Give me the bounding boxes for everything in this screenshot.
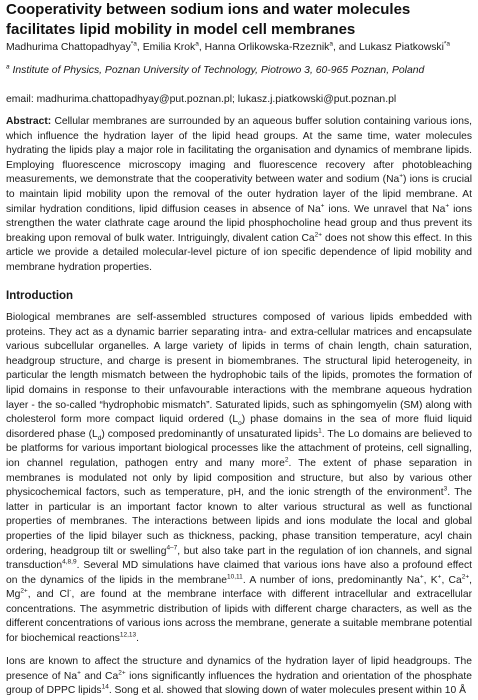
body-text: ) composed predominantly of unsaturated lipids xyxy=(101,428,319,440)
citation-ref[interactable]: 3 xyxy=(443,485,448,493)
body-text: . The latter in particular is an important factor known to alter various structural as well as functional properties of membranes. The interactions between lipids and ions modulate the local and global properties of the lipid bilayer such as thickness, packing, phase transition temperature, acyl chain ordering, headgroup tilt or swelling xyxy=(6,487,472,557)
body-text: , and Cl xyxy=(27,589,70,601)
body-text: . Several MD simulations have claimed that various ions have also a profound effect on the dynamics of the lipids in the membrane xyxy=(6,560,472,586)
phase-subscript: o xyxy=(238,420,242,428)
contact-email: email: madhurima.chattopadhyay@put.poznan.pl; lukasz.j.piatkowski@put.poznan.pl xyxy=(6,94,397,105)
charge-superscript: + xyxy=(419,573,424,581)
affiliation xyxy=(6,64,474,78)
body-text: , but also take part in the regulation of ion channels, and signal transduction xyxy=(6,545,472,572)
body-text: Ions are known to affect the structure and dynamics of the hydration layer of lipid headgroups. The presence of Na xyxy=(6,656,472,682)
author-mark: a xyxy=(329,40,334,48)
charge-superscript: + xyxy=(445,202,450,210)
body-text: ) phase domains in the sea of more fluid liquid disordered phase (L xyxy=(6,414,472,440)
author-mark: a xyxy=(195,40,199,48)
author-name: , Emilia Krok xyxy=(136,42,196,53)
body-text: , Ca xyxy=(441,574,462,586)
abstract-text: Cellular membranes are surrounded by an aqueous buffer solution containing various ions, which influence the hydration layer of the lipid head groups. At the same time, water molecules hydrating the lipids play a major role in facilitating the organisation and dynamics of membrane lipids. Employing fluorescence microscopy imaging and fluorescence recovery after photobleaching measurements, we demonstrate that the cooperativity between water and sodium (Na xyxy=(6,116,472,186)
paper-title: Cooperativity between sodium ions and water molecules facilitates lipid mobility in model cell membranes xyxy=(6,1,411,38)
body-text: . A number of ions, predominantly Na xyxy=(242,574,420,586)
charge-superscript: + xyxy=(320,202,325,210)
body-text: ions significantly influences the hydration and orientation of the phosphate group of DPPC lipids xyxy=(6,670,472,697)
affiliation-text: Institute of Physics, Poznan University of Technology, Piotrowo 3, 60-965 Poznan, Poland xyxy=(9,65,425,76)
abstract-text: ions. We unravel that Na xyxy=(324,203,446,215)
citation-ref[interactable]: 10,11 xyxy=(227,573,243,581)
author-name: , and Lukasz Piatkowski xyxy=(333,42,444,53)
abstract-text: ) ions is crucial to maintain lipid mobility upon the removal of the outer hydration layer of the lipid membrane. At similar hydration conditions, lipid diffusion ceases in absence of Na xyxy=(6,174,472,215)
charge-superscript: 2+ xyxy=(314,231,323,239)
body-text: . The Lo domains are believed to be platforms for various important biological processes like the attachment of proteins, cell signalling, ion channel regulation, pathogen entry and many more xyxy=(6,428,472,469)
body-text: . The extent of phase separation in membranes is modulated not only by lipid composition and structure, but also by various other physicochemical factors, such as temperature, pH, and the ionic strength of the environment xyxy=(6,457,472,499)
author-name: Madhurima Chattopadhyay xyxy=(6,42,131,53)
affiliation-mark: a xyxy=(6,63,10,71)
author-name: , Hanna Orlikowska-Rzeznik xyxy=(198,42,330,53)
abstract-text: ions strengthen the water clathrate cage around the lipid phosphocholine head group and thus prevent its breaking upon removal of bulk water. Intriguingly, divalent cation Ca xyxy=(6,203,472,244)
body-text: . xyxy=(136,633,140,645)
citation-ref[interactable]: 4,8,9 xyxy=(62,558,77,566)
body-text: , Mg xyxy=(6,574,472,601)
body-text: , are found at the membrane interface with different intracellular and extracellular concentrations. The asymmetric distribution of lipids with different charge characters, as well as the different concentrations of various ions across the membrane, generate a suitable membrane potential for biochemical reactions xyxy=(6,589,472,645)
author-mark: *a xyxy=(443,40,451,48)
abstract-text: does not show this effect. In this article we provide a detailed molecular-level picture of ion specific dependence of lipid mobility and membrane hydration properties. xyxy=(6,232,473,273)
charge-superscript: - xyxy=(69,587,72,595)
introduction-paragraph xyxy=(6,655,472,699)
section-heading-introduction: Introduction xyxy=(6,290,74,302)
citation-ref[interactable]: 1 xyxy=(318,427,322,435)
charge-superscript: + xyxy=(437,573,442,581)
body-text: Biological membranes are self-assembled structures composed of various lipids embedded with proteins. They act as a dynamic barrier separating intra- and extra-cellular matrices and encapsulate various subcellular organelles. A large variety of lipids in terms of chain length, chain saturation, headgroup structure, and charge is present in biomembranes. The structural lipid heterogeneity, in particular the length mismatch between the hydrophobic tails of the lipids, promotes the formation of lipid domains in response to their unfavourable interactions with the membrane aqueous hydration layer - the so-called “hydrophobic mismatch”. Saturated lipids, such as sphingomyelin (SM) along with cholesterol form more compact liquid ordered (L xyxy=(6,312,472,426)
abstract-label: Abstract: xyxy=(6,116,52,127)
introduction-paragraph xyxy=(6,311,472,647)
body-text: , K xyxy=(423,574,438,586)
author-list xyxy=(6,41,474,55)
charge-superscript: 2+ xyxy=(20,587,28,595)
citation-ref[interactable]: 2 xyxy=(284,456,289,464)
author-mark: *a xyxy=(130,40,137,48)
charge-superscript: 2+ xyxy=(118,669,126,677)
citation-ref[interactable]: 12,13 xyxy=(119,631,137,639)
body-text: and Ca xyxy=(80,670,119,682)
charge-superscript: 2+ xyxy=(461,573,470,581)
body-text: . Song et al. showed that slowing down of water molecules present within 10 Å xyxy=(108,685,466,697)
abstract xyxy=(6,115,472,276)
citation-ref[interactable]: 4–7 xyxy=(166,544,178,552)
citation-ref[interactable]: 14 xyxy=(101,683,109,691)
charge-superscript: + xyxy=(399,172,404,180)
charge-superscript: + xyxy=(77,669,81,677)
phase-subscript: d xyxy=(97,434,102,442)
